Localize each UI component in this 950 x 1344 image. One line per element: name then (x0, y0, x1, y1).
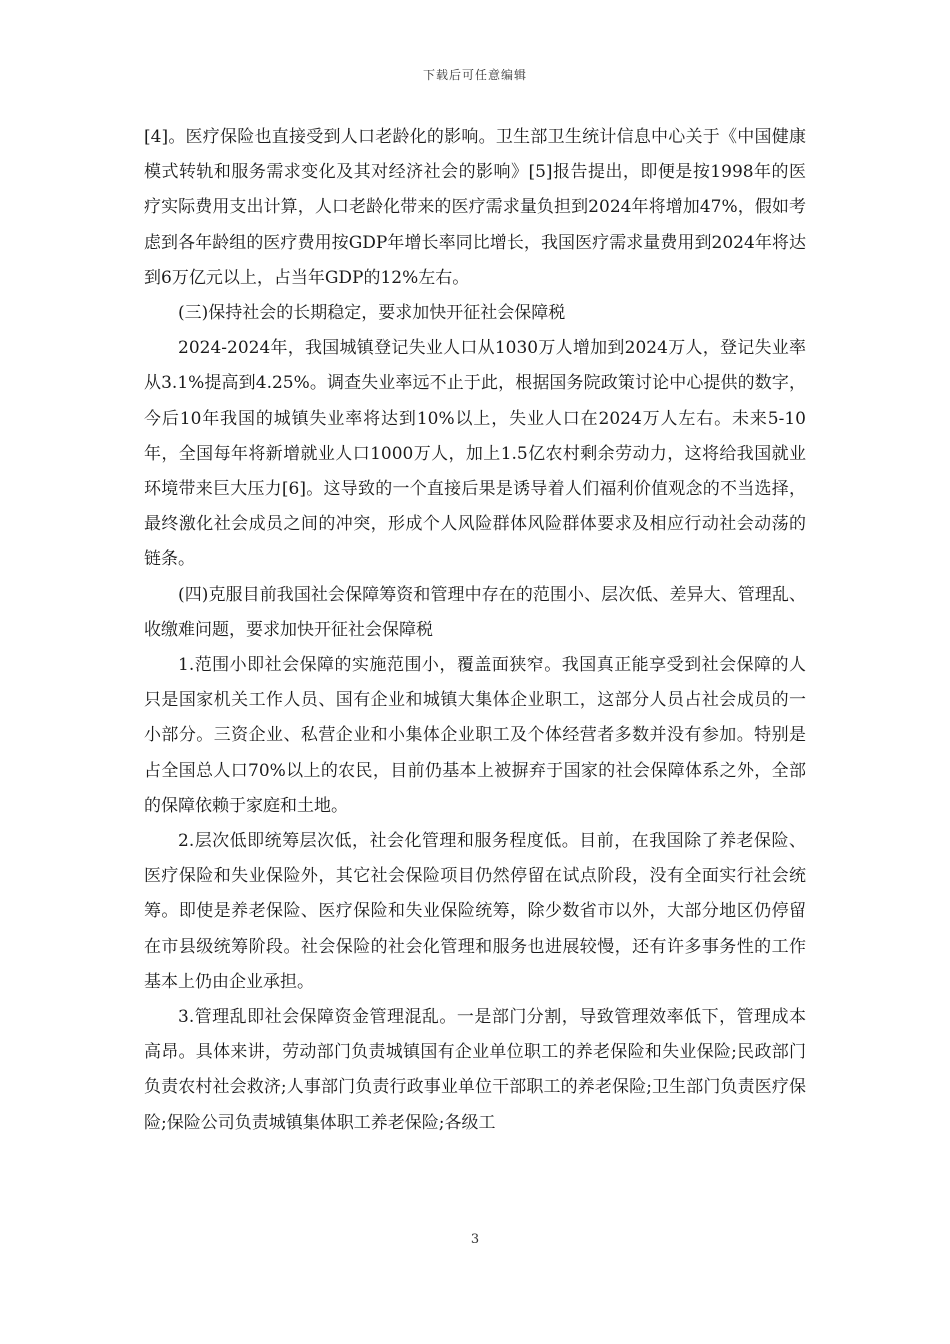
paragraph-point-1: 1.范围小即社会保障的实施范围小，覆盖面狭窄。我国真正能享受到社会保障的人只是国家机关工作人员、国有企业和城镇大集体企业职工，这部分人员占社会成员的一小部分。三资企业、私营企业和小集体企业职工及个体经营者多数并没有参加。特别是占全国总人口70%以上的农民，目前仍基本上被摒弃于国家的社会保障体系之外，全部的保障依赖于家庭和土地。 (144, 655, 806, 816)
section-heading-4: (四)克服目前我国社会保障筹资和管理中存在的范围小、层次低、差异大、管理乱、收缴难问题，要求加快开征社会保障税 (144, 584, 806, 640)
page-header: 下载后可任意编辑 (422, 68, 527, 82)
paragraph-point-3: 3.管理乱即社会保障资金管理混乱。一是部门分割，导致管理效率低下，管理成本高昂。具体来讲，劳动部门负责城镇国有企业单位职工的养老保险和失业保险;民政部门负责农村社会救济;人事部门负责行政事业单位干部职工的养老保险;卫生部门负责医疗保险;保险公司负责城镇集体职工养老保险;各级工 (144, 1007, 806, 1133)
section-heading-3: (三)保持社会的长期稳定，要求加快开征社会保障税 (178, 303, 566, 324)
paragraph-unemployment: 2024-2024年，我国城镇登记失业人口从1030万人增加到2024万人，登记失业率从3.1%提高到4.25%。调查失业率远不止于此，根据国务院政策讨论中心提供的数字，今后10年我国的城镇失业率将达到10%以上，失业人口在2024万人左右。未来5-10年，全国每年将新增就业人口1000万人，加上1.5亿农村剩余劳动力，这将给我国就业环境带来巨大压力[6]。这导致的一个直接后果是诱导着人们福利价值观念的不当选择，最终激化社会成员之间的冲突，形成个人风险群体风险群体要求及相应行动社会动荡的链条。 (144, 338, 806, 570)
paragraph-1: [4]。医疗保险也直接受到人口老龄化的影响。卫生部卫生统计信息中心关于《中国健康模式转轨和服务需求变化及其对经济社会的影响》[5]报告提出，即便是按1998年的医疗实际费用支出计算，人口老龄化带来的医疗需求量负担到2024年将增加47%，假如考虑到各年龄组的医疗费用按GDP年增长率同比增长，我国医疗需求量费用到2024年将达到6万亿元以上，占当年GDP的12%左右。 (144, 127, 806, 288)
document-body (144, 120, 806, 1141)
page-number: 3 (470, 1232, 480, 1247)
paragraph-point-2: 2.层次低即统筹层次低，社会化管理和服务程度低。目前，在我国除了养老保险、医疗保险和失业保险外，其它社会保险项目仍然停留在试点阶段，没有全面实行社会统筹。即使是养老保险、医疗保险和失业保险统筹，除少数省市以外，大部分地区仍停留在市县级统筹阶段。社会保险的社会化管理和服务也进展较慢，还有许多事务性的工作基本上仍由企业承担。 (144, 831, 806, 992)
